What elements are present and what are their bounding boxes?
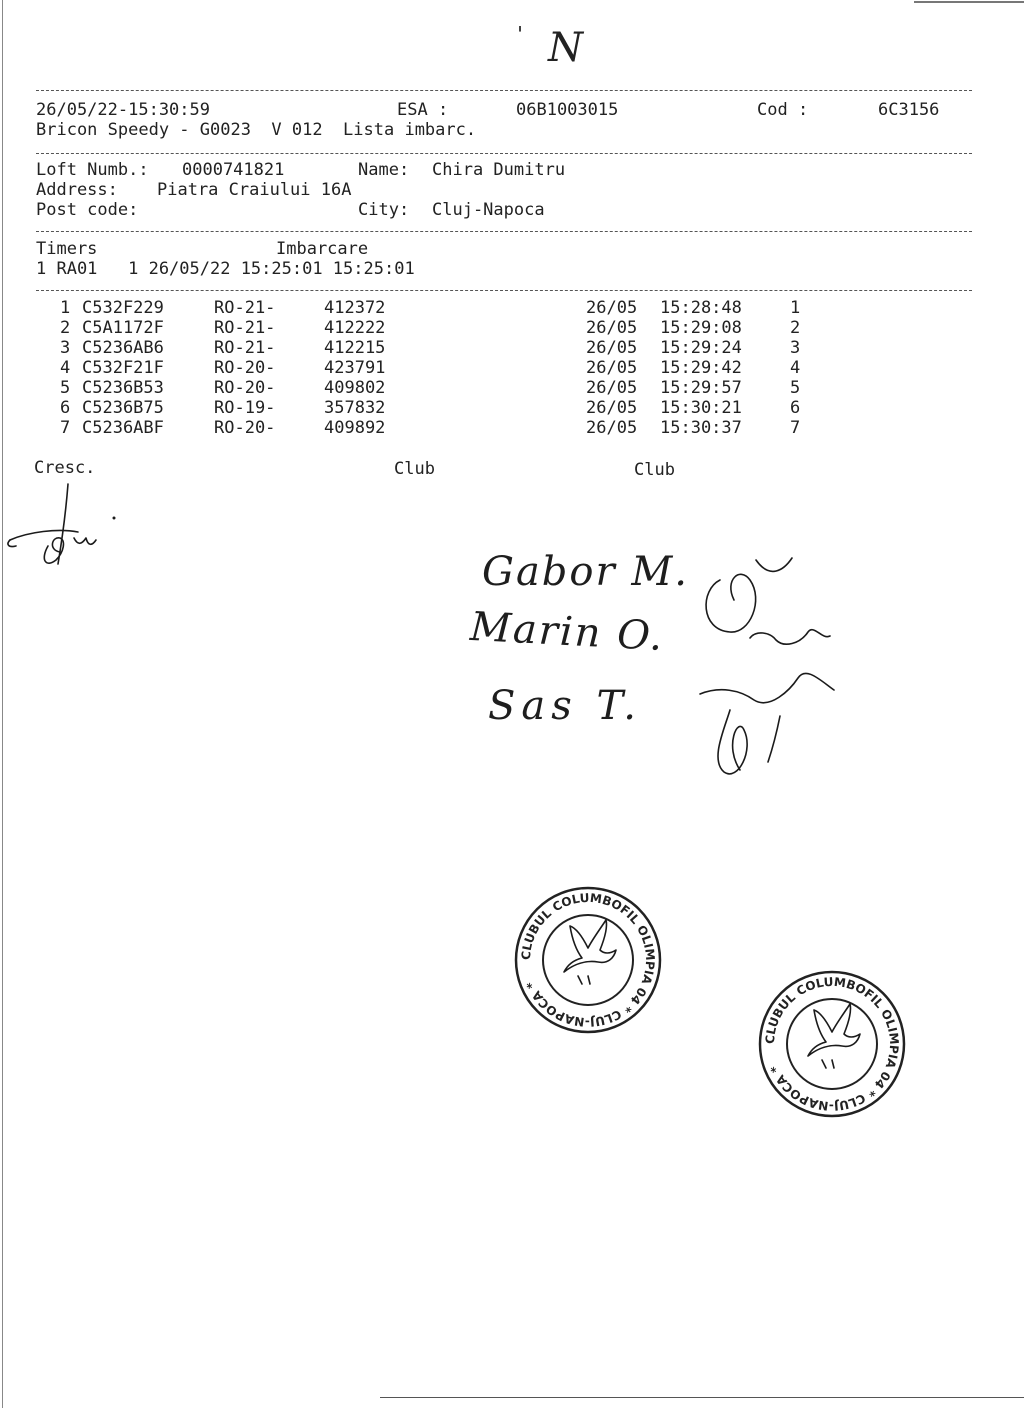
bird-time: 15:30:21 (660, 398, 742, 418)
bird-order: 1 (790, 298, 801, 318)
club-signature-label-2: Club (634, 460, 675, 480)
bird-date: 26/05 (586, 358, 638, 378)
bird-series: RO-20- (214, 418, 276, 438)
bird-date: 26/05 (586, 298, 638, 318)
address-label: Address: (36, 180, 118, 200)
bird-ring: 423791 (324, 358, 386, 378)
club-signature-label-1: Club (394, 459, 435, 479)
header-datetime: 26/05/22-15:30:59 (36, 100, 210, 120)
club-signature-name-1: Gabor M. (482, 549, 689, 595)
bird-idx: 7 (60, 418, 71, 438)
bird-chip: C5236AB6 (82, 338, 164, 358)
timers-label: Timers (36, 239, 98, 259)
bird-idx: 6 (60, 398, 71, 418)
loft-value: 0000741821 (182, 160, 285, 180)
tick-mark: ' (514, 22, 527, 46)
bird-chip: C5236B75 (82, 398, 164, 418)
scan-top-edge (914, 1, 1024, 3)
divider (36, 231, 972, 232)
scan-left-edge (2, 0, 3, 1408)
bird-ring: 357832 (324, 398, 386, 418)
city-label: City: (358, 200, 410, 220)
bird-order: 6 (790, 398, 801, 418)
city-value: Cluj-Napoca (432, 200, 545, 220)
bird-chip: C532F229 (82, 298, 164, 318)
bird-idx: 1 (60, 298, 71, 318)
bird-order: 2 (790, 318, 801, 338)
timer-row: 1 RA01 1 26/05/22 15:25:01 15:25:01 (36, 259, 415, 279)
top-handwritten-mark: N (548, 25, 583, 71)
bird-idx: 3 (60, 338, 71, 358)
bird-order: 5 (790, 378, 801, 398)
bird-time: 15:29:42 (660, 358, 742, 378)
bird-chip: C5236B53 (82, 378, 164, 398)
name-value: Chira Dumitru (432, 160, 566, 180)
bird-ring: 412215 (324, 338, 386, 358)
loft-label: Loft Numb.: (36, 160, 149, 180)
bird-ring: 409802 (324, 378, 386, 398)
bird-series: RO-20- (214, 378, 276, 398)
bird-series: RO-21- (214, 318, 276, 338)
breeder-signature (0, 480, 130, 580)
bird-idx: 2 (60, 318, 71, 338)
bird-series: RO-21- (214, 338, 276, 358)
bird-idx: 5 (60, 378, 71, 398)
bird-time: 15:29:24 (660, 338, 742, 358)
bird-series: RO-19- (214, 398, 276, 418)
bird-time: 15:29:08 (660, 318, 742, 338)
postcode-label: Post code: (36, 200, 139, 220)
bird-series: RO-20- (214, 358, 276, 378)
imbarcare-label: Imbarcare (276, 239, 369, 259)
svg-text:CLUBUL COLUMBOFIL OLIMPIA 04 *: CLUBUL COLUMBOFIL OLIMPIA 04 * CLUJ-NAPOCA * (518, 890, 658, 1030)
bird-order: 3 (790, 338, 801, 358)
esa-label: ESA : (397, 100, 449, 120)
club-signature-name-2: Marin O. (468, 603, 666, 661)
bird-date: 26/05 (586, 398, 638, 418)
club-signature-name-3: Sas T. (488, 683, 643, 729)
scan-bottom-edge (380, 1397, 1024, 1398)
club-stamp-2 (752, 964, 912, 1124)
address-value: Piatra Craiului 16A (157, 180, 352, 200)
bird-idx: 4 (60, 358, 71, 378)
bird-date: 26/05 (586, 418, 638, 438)
bird-ring: 412222 (324, 318, 386, 338)
signature-scribble (680, 540, 880, 800)
bird-date: 26/05 (586, 378, 638, 398)
bird-series: RO-21- (214, 298, 276, 318)
svg-text:CLUBUL COLUMBOFIL OLIMPIA 04 *: CLUBUL COLUMBOFIL OLIMPIA 04 * CLUJ-NAPOCA * (762, 974, 902, 1114)
bird-date: 26/05 (586, 318, 638, 338)
bird-date: 26/05 (586, 338, 638, 358)
esa-value: 06B1003015 (516, 100, 619, 120)
cod-value: 6C3156 (878, 100, 940, 120)
bird-order: 4 (790, 358, 801, 378)
divider (36, 153, 972, 154)
breeder-signature-label: Cresc. (34, 458, 96, 478)
bird-chip: C5A1172F (82, 318, 164, 338)
name-label: Name: (358, 160, 410, 180)
club-stamp-1 (508, 880, 668, 1040)
header-line2: Bricon Speedy - G0023 V 012 Lista imbarc. (36, 120, 477, 140)
bird-order: 7 (790, 418, 801, 438)
divider (36, 290, 972, 291)
bird-chip: C5236ABF (82, 418, 164, 438)
divider (36, 90, 972, 91)
bird-time: 15:28:48 (660, 298, 742, 318)
bird-time: 15:29:57 (660, 378, 742, 398)
bird-chip: C532F21F (82, 358, 164, 378)
bird-time: 15:30:37 (660, 418, 742, 438)
bird-ring: 412372 (324, 298, 386, 318)
bird-ring: 409892 (324, 418, 386, 438)
cod-label: Cod : (757, 100, 809, 120)
